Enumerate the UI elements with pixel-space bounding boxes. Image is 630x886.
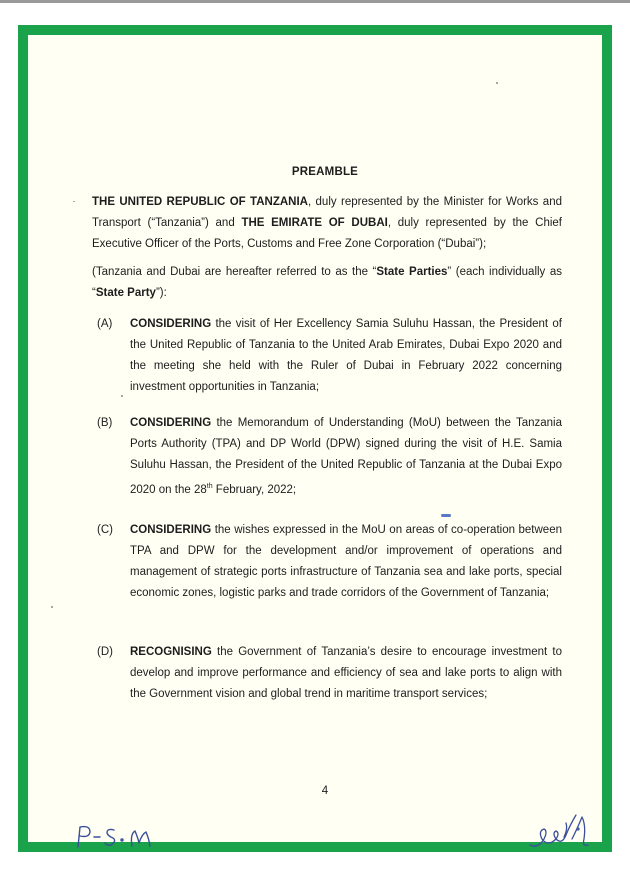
clause-b-text: the Memorandum of Understanding (MoU) between the Tanzania Ports Authority (TPA) and DP World (DPW) signed during the visit of H.E. Samia Suluhu Hassan, the President of the United Republic of Tanzania at the Dubai Expo 2020 on the 28 bbox=[130, 417, 562, 496]
initials-right-icon bbox=[526, 809, 596, 851]
clause-a-text: the visit of Her Excellency Samia Suluhu Hassan, the President of the United Republic of Tanzania to the United Arab Emirates, Dubai Expo 2020 and the meeting she held with the Ruler of Dubai in February 2022 concerning investment opportunities in Tanzania; bbox=[130, 318, 562, 393]
clause-d-keyword: RECOGNISING bbox=[130, 646, 212, 658]
scan-speck bbox=[51, 606, 53, 608]
term-state-party: State Party bbox=[95, 287, 156, 299]
clause-a bbox=[130, 314, 562, 398]
handwritten-initials-left bbox=[72, 821, 168, 856]
note-text-2: ” (each individually as “ bbox=[92, 266, 562, 299]
ink-mark bbox=[441, 514, 451, 517]
term-state-parties: State Parties bbox=[376, 266, 448, 278]
scan-speck bbox=[121, 395, 123, 397]
clause-d-label: (D) bbox=[97, 646, 113, 658]
scan-speck bbox=[73, 201, 75, 202]
page-title: PREAMBLE bbox=[291, 166, 359, 178]
intro-text-1: , duly represented by the Minister for Works and Transport (“Tanzania”) and bbox=[92, 196, 562, 229]
page-number: 4 bbox=[321, 785, 329, 797]
note-text-1: (Tanzania and Dubai are hereafter referred to as the “ bbox=[92, 266, 377, 278]
intro-paragraph bbox=[92, 192, 562, 255]
party-dubai: THE EMIRATE OF DUBAI bbox=[241, 217, 388, 229]
document-page bbox=[18, 25, 612, 852]
clause-b-superscript: th bbox=[206, 483, 213, 490]
clause-a-keyword: CONSIDERING bbox=[130, 318, 212, 330]
clause-c bbox=[130, 520, 562, 604]
note-text-3: ”): bbox=[155, 287, 167, 299]
clause-d bbox=[130, 642, 562, 705]
clause-c-keyword: CONSIDERING bbox=[130, 524, 212, 536]
clause-b-text-end: February, 2022; bbox=[212, 483, 297, 496]
initials-left-icon bbox=[72, 821, 168, 851]
definitions-paragraph bbox=[92, 262, 562, 304]
scan-speck bbox=[496, 82, 498, 84]
scan-top-edge bbox=[0, 0, 630, 3]
handwritten-initials-right bbox=[526, 809, 596, 856]
clause-c-label: (C) bbox=[97, 524, 113, 536]
clause-b-keyword: CONSIDERING bbox=[130, 417, 212, 429]
clause-d-text: the Government of Tanzania’s desire to encourage investment to develop and improve performance and efficiency of sea and lake ports to align with the Government vision and global trend in maritime transport services; bbox=[130, 646, 562, 700]
party-tanzania: THE UNITED REPUBLIC OF TANZANIA bbox=[92, 196, 308, 208]
clause-b-label: (B) bbox=[97, 417, 113, 429]
clause-a-label: (A) bbox=[97, 318, 113, 330]
clause-c-text: the wishes expressed in the MoU on areas of co-operation between TPA and DPW for the development and/or improvement of operations and management of strategic ports infrastructure of Tanzania sea and lake ports, special economic zones, logistic parks and trade corridors of the Government of Tanzania; bbox=[130, 524, 562, 599]
intro-text-2: , duly represented by the Chief Executive Officer of the Ports, Customs and Free Zone Corporation (“Dubai”); bbox=[92, 217, 562, 250]
clause-b bbox=[130, 413, 562, 501]
